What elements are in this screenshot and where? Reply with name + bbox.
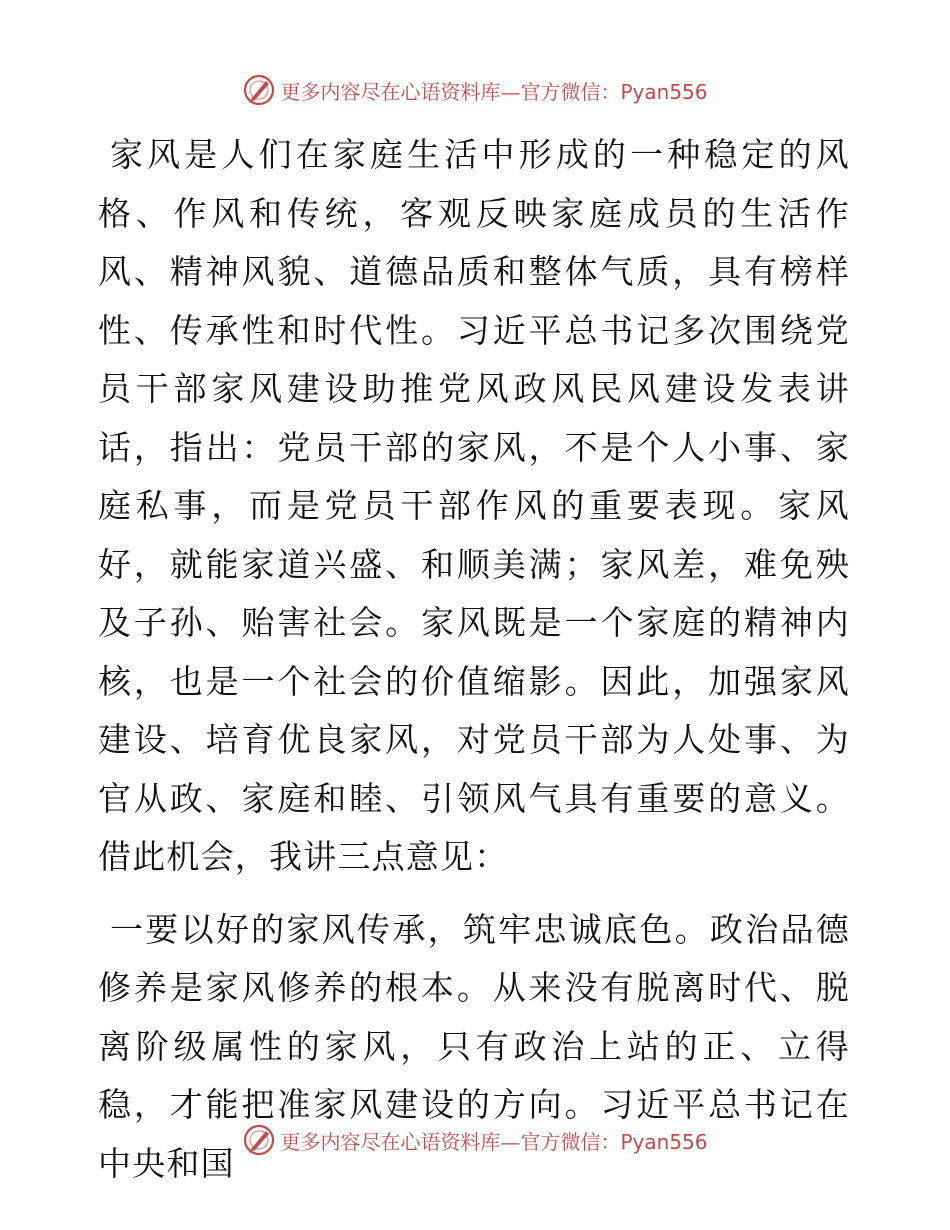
quill-pen-logo-icon: [242, 1123, 276, 1157]
watermark-wechat-id: Pyan556: [620, 79, 708, 104]
paragraph-first-point: 一要以好的家风传承，筑牢忠诚底色。政治品德修养是家风修养的根本。从来没有脱离时代、脱离阶级属性的家风，只有政治上站的正、立得稳，才能把准家风建设的方向。习近平总书记在中央和国: [98, 909, 850, 1183]
header-watermark: [0, 72, 950, 108]
watermark-text: 更多内容尽在心语资料库—官方微信：Pyan556: [280, 79, 708, 104]
paragraph-family-style-intro: 家风是人们在家庭生活中形成的一种稳定的风格、作风和传统，客观反映家庭成员的生活作风、精神风貌、道德品质和整体气质，具有榜样性、传承性和时代性。习近平总书记多次围绕党员干部家风建设助推党风政风民风建设发表讲话，指出：党员干部的家风，不是个人小事、家庭私事，而是党员干部作风的重要表现。家风好，就能家道兴盛、和顺美满；家风差，难免殃及子孙、贻害社会。家风既是一个家庭的精神内核，也是一个社会的价值缩影。因此，加强家风建设、培育优良家风，对党员干部为人处事、为官从政、家庭和睦、引领风气具有重要的意义。借此机会，我讲三点意见：: [98, 135, 850, 876]
document-body: [98, 126, 850, 1207]
watermark-wechat-id: Pyan556: [620, 1129, 708, 1154]
footer-watermark: [0, 1122, 950, 1158]
quill-pen-logo-icon: [242, 73, 276, 107]
watermark-text: 更多内容尽在心语资料库—官方微信：Pyan556: [280, 1129, 708, 1154]
